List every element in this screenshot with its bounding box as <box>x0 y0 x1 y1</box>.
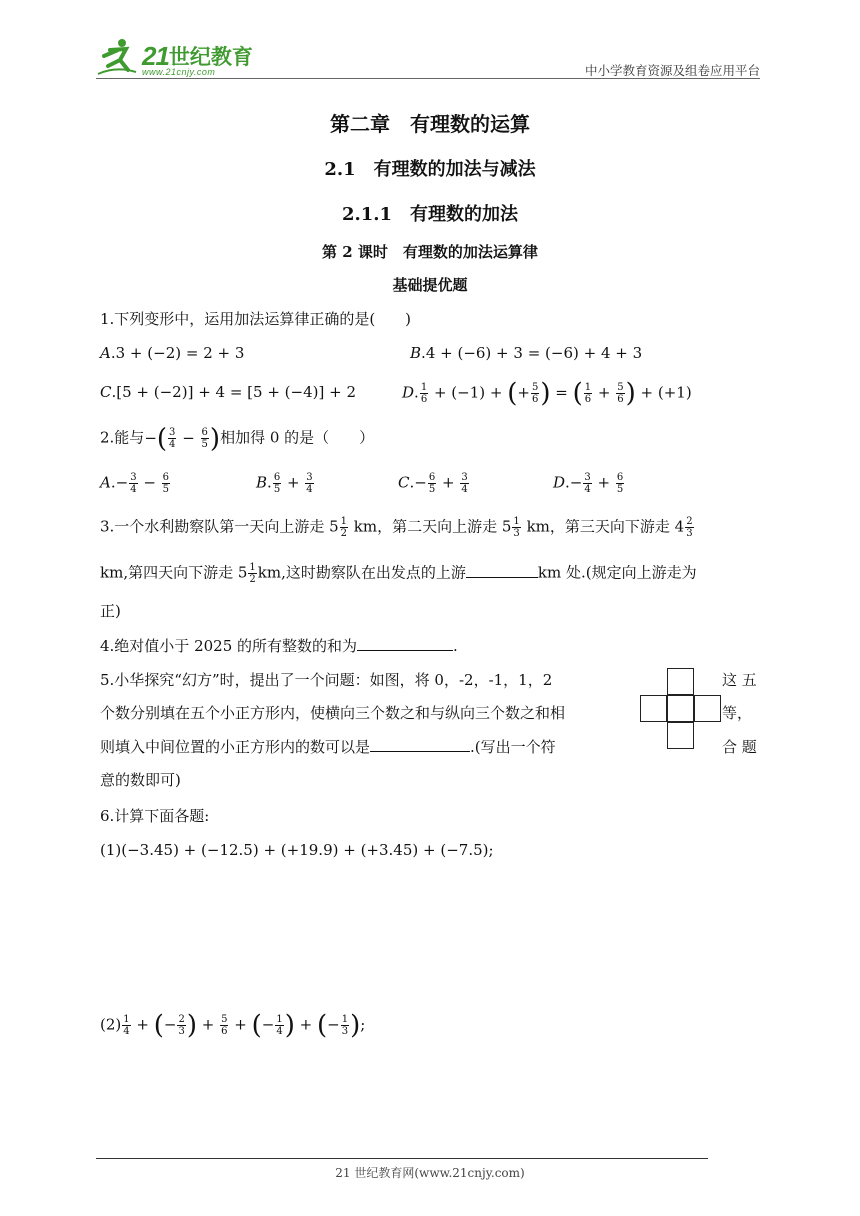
section-title: 2.1 有理数的加法与减法 <box>324 159 536 180</box>
q2-option-a: A.− $\frac{3}{4}$ − $\frac{6}{5}$ <box>100 472 170 495</box>
q1-option-b: B.4 + (−6) + 3 = (−6) + 4 + 3 <box>410 344 643 362</box>
q5-text: .(写出一个符 <box>470 738 556 756</box>
fraction: $\frac{5}{6}$ <box>617 382 624 405</box>
fraction: $\frac{1}{4}$ <box>123 1014 130 1037</box>
footer-text: 21 世纪教育网(www.21cnjy.com) <box>335 1166 525 1180</box>
fraction: $\frac{1}{3}$ <box>513 516 520 539</box>
q3-line-2: km,第四天向下游走 5 $\frac{1}{2}$ km,这时勘察队在出发点的上游 km 处.(规定向上游走为 <box>100 562 697 585</box>
level-title: 基础提优题 <box>392 276 468 294</box>
fraction: $\frac{3}{4}$ <box>584 472 591 495</box>
cross-cell-left[interactable] <box>640 695 667 722</box>
q5-line-3 <box>100 737 556 757</box>
q3-text: 3.一个水利勘察队第一天向上游走 <box>100 517 330 536</box>
logo-text: 世纪教育 <box>168 45 253 69</box>
fraction: $\frac{1}{3}$ <box>341 1014 349 1037</box>
q3-line-1: 3.一个水利勘察队第一天向上游走 5 $\frac{1}{2}$ km，第二天向上游走 5 $\frac{1}{3}$ km，第三天向下游走 4 $\frac{2}{3}$ <box>100 516 693 539</box>
fraction: $\frac{6}{5}$ <box>162 472 170 495</box>
q3-text: km，第三天向下游走 <box>521 517 675 536</box>
fraction: $\frac{6}{5}$ <box>616 472 624 495</box>
q5-line-2: 个数分别填在五个小正方形内，使横向三个数之和与纵向三个数之和相 <box>100 704 566 722</box>
footer-divider <box>96 1158 708 1159</box>
q3-text: km，第二天向上游走 <box>349 517 502 536</box>
q2-stem-pre: 2.能与 <box>100 428 145 447</box>
q3-text: km 处.(规定向上游走为 <box>537 563 697 582</box>
q2-stem: 2.能与−( $\frac{3}{4}$ − $\frac{6}{5}$ )相加得 0 的是（ ） <box>100 423 375 454</box>
q6-part-2: (2) $\frac{1}{4}$ + (− $\frac{2}{3}$ ) + $\frac{5}{6}$ + (− $\frac{1}{4}$ ) + (− $\frac{1}{3}$ ); <box>100 1010 366 1041</box>
q2-stem-post: 相加得 0 的是（ ） <box>220 428 375 447</box>
runner-logo-icon <box>96 36 138 76</box>
fraction: $\frac{2}{3}$ <box>178 1014 185 1037</box>
cross-cell-bottom[interactable] <box>667 722 694 749</box>
cross-cell-center[interactable] <box>667 695 694 722</box>
logo-url: www.21cnjy.com <box>142 67 216 77</box>
q5-line-1: 5.小华探究“幻方”时，提出了一个问题：如图，将 0，-2，-1，1，2 <box>100 671 553 689</box>
lesson-title: 第 2 课时 有理数的加法运算律 <box>322 243 538 261</box>
fraction: $\frac{3}{4}$ <box>461 472 468 495</box>
chapter-title: 第二章 有理数的运算 <box>330 112 530 136</box>
q4-stem <box>100 636 458 656</box>
q5-line-1-right: 这 五 <box>722 671 757 689</box>
q6-part-1: (1)(−3.45) + (−12.5) + (+19.9) + (+3.45) + (−7.5); <box>100 841 494 859</box>
q5-line-4: 意的数即可) <box>100 771 181 789</box>
fraction: $\frac{2}{3}$ <box>686 516 693 539</box>
q3-line-3: 正) <box>100 602 121 620</box>
fraction: $\frac{3}{4}$ <box>130 472 137 495</box>
q5-answer-blank[interactable] <box>370 737 470 752</box>
header-divider <box>96 78 760 79</box>
fraction: $\frac{6}{5}$ <box>428 472 436 495</box>
q6-stem: 6.计算下面各题: <box>100 807 210 825</box>
page-header <box>96 34 760 78</box>
fraction: $\frac{3}{4}$ <box>306 472 313 495</box>
q4-text: 4.绝对值小于 2025 的所有整数的和为 <box>100 637 358 655</box>
q6-part-2-label: (2) <box>100 1015 122 1034</box>
q5-text: 则填入中间位置的小正方形内的数可以是 <box>100 738 371 756</box>
q1-stem: 1.下列变形中，运用加法运算律正确的是( ) <box>100 310 412 328</box>
magic-cross-figure <box>640 668 722 750</box>
q4-text: . <box>453 637 458 655</box>
fraction: $\frac{1}{6}$ <box>584 382 592 405</box>
q1-option-c: C.[5 + (−2)] + 4 = [5 + (−4)] + 2 <box>100 383 357 401</box>
header-tagline: 中小学教育资源及组卷应用平台 <box>584 63 760 78</box>
q2-option-c: C.− $\frac{6}{5}$ + $\frac{3}{4}$ <box>398 472 468 495</box>
fraction: $\frac{1}{4}$ <box>276 1014 283 1037</box>
q1-option-b-text: 4 + (−6) + 3 = (−6) + 4 + 3 <box>425 344 643 362</box>
fraction: $\frac{1}{2}$ <box>340 516 348 539</box>
q3-answer-blank[interactable] <box>466 563 538 578</box>
subsection-title: 2.1.1 有理数的加法 <box>341 204 519 225</box>
q1-option-a-text: 3 + (−2) = 2 + 3 <box>115 344 245 362</box>
fraction: $\frac{6}{5}$ <box>201 427 208 450</box>
fraction: $\frac{6}{5}$ <box>273 472 281 495</box>
q2-option-b: B. $\frac{6}{5}$ + $\frac{3}{4}$ <box>256 472 313 495</box>
q1-option-d: D. $\frac{1}{6}$ + (−1) + (+ $\frac{5}{6}$ ) = ( $\frac{1}{6}$ + $\frac{5}{6}$ ) + (+1) <box>402 378 692 409</box>
q5-line-2-right: 等， <box>722 704 753 722</box>
cross-cell-top[interactable] <box>667 668 694 695</box>
q3-text: km,第四天向下游走 <box>100 563 238 582</box>
q4-answer-blank[interactable] <box>357 636 453 651</box>
fraction: $\frac{1}{2}$ <box>249 562 256 585</box>
fraction: $\frac{5}{6}$ <box>531 382 539 405</box>
q1-option-a: A.3 + (−2) = 2 + 3 <box>100 344 245 362</box>
fraction: $\frac{1}{6}$ <box>420 382 428 405</box>
logo-number: 21 <box>142 40 169 71</box>
q1-option-c-text: [5 + (−2)] + 4 = [5 + (−4)] + 2 <box>116 383 357 401</box>
q2-option-d: D.− $\frac{3}{4}$ + $\frac{6}{5}$ <box>553 472 624 495</box>
cross-cell-right[interactable] <box>694 695 721 722</box>
q3-text: km,这时勘察队在出发点的上游 <box>257 563 466 582</box>
q5-line-3-right: 合 题 <box>722 738 757 756</box>
fraction: $\frac{3}{4}$ <box>169 427 176 450</box>
fraction: $\frac{5}{6}$ <box>221 1014 228 1037</box>
